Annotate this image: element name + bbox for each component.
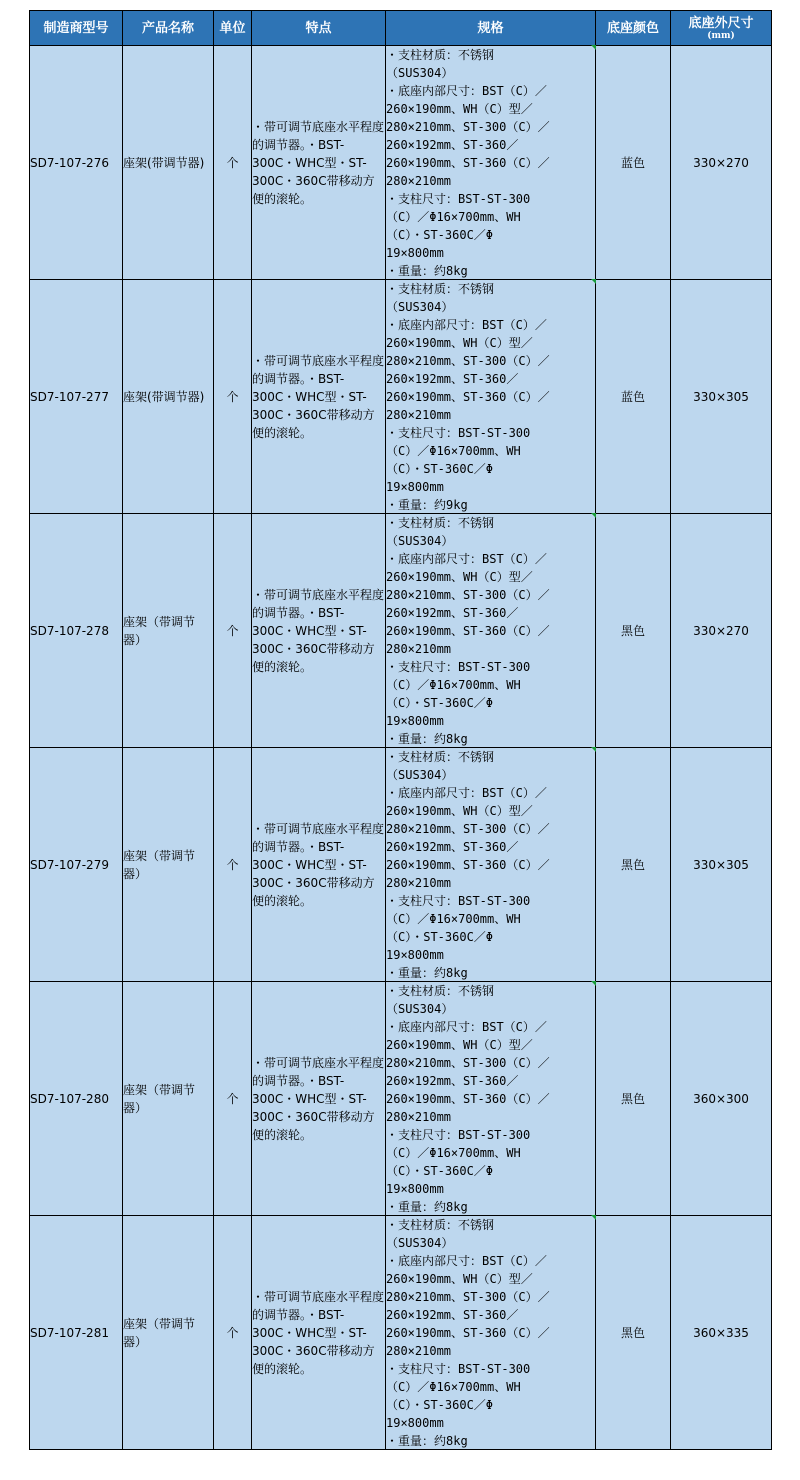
spec-line: 260×190mm、WH（C）型／ <box>386 1038 533 1052</box>
spec-line: ・支柱尺寸：BST-ST-300 <box>386 660 531 674</box>
table-row <box>30 982 772 1216</box>
features-cell: ・带可调节底座水平程度的调节器。・BST-300C・WHC型・ST-300C・360C带移动方便的滚轮。 <box>252 748 386 982</box>
spec-line: 260×190mm、WH（C）型／ <box>386 570 533 584</box>
table-row <box>30 46 772 280</box>
spec-lines <box>386 280 595 513</box>
header-spec: 规格 <box>386 11 596 46</box>
spec-line: （C）・ST-360C／Φ <box>386 462 494 476</box>
spec-line: 260×192mm、ST-360／ <box>386 138 519 152</box>
features-cell: ・带可调节底座水平程度的调节器。・BST-300C・WHC型・ST-300C・360C带移动方便的滚轮。 <box>252 280 386 514</box>
spec-line: ・重量：约8kg <box>386 1434 468 1448</box>
header-name: 产品名称 <box>123 11 214 46</box>
base-color-cell: 黑色 <box>596 514 671 748</box>
spec-line: （C）／Φ16×700mm、WH <box>386 210 521 224</box>
spec-lines <box>386 748 595 981</box>
spec-line: 260×190mm、WH（C）型／ <box>386 1272 533 1286</box>
spec-line: （SUS304） <box>386 66 454 80</box>
header-color: 底座颜色 <box>596 11 671 46</box>
model-cell: SD7-107-279 <box>30 748 123 982</box>
spec-line: 280×210mm、ST-300（C）／ <box>386 822 550 836</box>
spec-line: ・底座内部尺寸：BST（C）／ <box>386 318 547 332</box>
spec-line: 280×210mm、ST-300（C）／ <box>386 1290 550 1304</box>
base-size-cell: 330×270 <box>671 514 772 748</box>
spec-line: 260×192mm、ST-360／ <box>386 372 519 386</box>
spec-line: （C）／Φ16×700mm、WH <box>386 912 521 926</box>
spec-line: （C）／Φ16×700mm、WH <box>386 1146 521 1160</box>
spec-line: 280×210mm <box>386 1110 452 1124</box>
spec-line: ・支柱尺寸：BST-ST-300 <box>386 192 531 206</box>
spec-cell <box>386 46 596 280</box>
spec-line: 260×190mm、ST-360（C）／ <box>386 858 550 872</box>
spec-line: （C）・ST-360C／Φ <box>386 696 494 710</box>
header-unit: 单位 <box>214 11 252 46</box>
comment-marker-icon <box>591 981 596 986</box>
base-size-cell: 330×270 <box>671 46 772 280</box>
spec-line: （C）・ST-360C／Φ <box>386 228 494 242</box>
spec-line: 260×192mm、ST-360／ <box>386 1308 519 1322</box>
spec-line: ・底座内部尺寸：BST（C）／ <box>386 786 547 800</box>
table-header <box>30 11 772 46</box>
base-size-cell: 330×305 <box>671 748 772 982</box>
spec-line: ・支柱材质：不锈钢 <box>386 516 495 530</box>
header-model: 制造商型号 <box>30 11 123 46</box>
product-name-cell: 座架（带调节器） <box>123 748 214 982</box>
spec-cell <box>386 748 596 982</box>
unit-cell: 个 <box>214 514 252 748</box>
header-features: 特点 <box>252 11 386 46</box>
spec-line: 280×210mm、ST-300（C）／ <box>386 588 550 602</box>
spec-cell <box>386 982 596 1216</box>
base-color-cell: 黑色 <box>596 1216 671 1450</box>
spec-line: （C）／Φ16×700mm、WH <box>386 444 521 458</box>
features-cell: ・带可调节底座水平程度的调节器。・BST-300C・WHC型・ST-300C・360C带移动方便的滚轮。 <box>252 982 386 1216</box>
header-size-label: 底座外尺寸 <box>688 15 754 31</box>
model-cell: SD7-107-278 <box>30 514 123 748</box>
spec-line: （C）／Φ16×700mm、WH <box>386 1380 521 1394</box>
spec-line: 19×800mm <box>386 246 444 260</box>
spec-line: 280×210mm <box>386 408 452 422</box>
spec-line: 19×800mm <box>386 480 444 494</box>
spec-line: 280×210mm <box>386 1344 452 1358</box>
spec-line: 19×800mm <box>386 714 444 728</box>
header-size-unit: (mm) <box>707 30 735 41</box>
features-cell: ・带可调节底座水平程度的调节器。・BST-300C・WHC型・ST-300C・360C带移动方便的滚轮。 <box>252 1216 386 1450</box>
model-cell: SD7-107-277 <box>30 280 123 514</box>
spec-line: （SUS304） <box>386 768 454 782</box>
base-color-cell: 蓝色 <box>596 280 671 514</box>
spec-line: ・重量：约8kg <box>386 732 468 746</box>
spec-line: 260×190mm、ST-360（C）／ <box>386 1092 550 1106</box>
spec-line: ・支柱尺寸：BST-ST-300 <box>386 1362 531 1376</box>
spec-line: ・支柱尺寸：BST-ST-300 <box>386 426 531 440</box>
spec-line: 280×210mm <box>386 642 452 656</box>
features-cell: ・带可调节底座水平程度的调节器。・BST-300C・WHC型・ST-300C・360C带移动方便的滚轮。 <box>252 514 386 748</box>
unit-cell: 个 <box>214 280 252 514</box>
model-cell: SD7-107-276 <box>30 46 123 280</box>
spec-line: 280×210mm、ST-300（C）／ <box>386 354 550 368</box>
base-color-cell: 蓝色 <box>596 46 671 280</box>
comment-marker-icon <box>591 513 596 518</box>
spec-line: ・支柱材质：不锈钢 <box>386 1218 495 1232</box>
spec-lines <box>386 1216 595 1449</box>
header-row <box>30 11 772 46</box>
spec-line: 280×210mm、ST-300（C）／ <box>386 1056 550 1070</box>
base-color-cell: 黑色 <box>596 748 671 982</box>
product-spec-table <box>29 10 772 1450</box>
spec-line: 260×190mm、WH（C）型／ <box>386 804 533 818</box>
spec-line: 19×800mm <box>386 1182 444 1196</box>
spec-line: （SUS304） <box>386 1236 454 1250</box>
spec-line: ・底座内部尺寸：BST（C）／ <box>386 84 547 98</box>
model-cell: SD7-107-281 <box>30 1216 123 1450</box>
spec-line: （C）・ST-360C／Φ <box>386 930 494 944</box>
comment-marker-icon <box>591 45 596 50</box>
unit-cell: 个 <box>214 748 252 982</box>
spec-line: 19×800mm <box>386 1416 444 1430</box>
unit-cell: 个 <box>214 982 252 1216</box>
spec-line: ・底座内部尺寸：BST（C）／ <box>386 1020 547 1034</box>
spec-line: ・支柱材质：不锈钢 <box>386 282 495 296</box>
model-cell: SD7-107-280 <box>30 982 123 1216</box>
product-name-cell: 座架(带调节器) <box>123 46 214 280</box>
spec-line: 260×190mm、ST-360（C）／ <box>386 1326 550 1340</box>
spec-line: ・底座内部尺寸：BST（C）／ <box>386 552 547 566</box>
spec-line: ・重量：约9kg <box>386 498 468 512</box>
product-name-cell: 座架（带调节器） <box>123 982 214 1216</box>
table-row <box>30 280 772 514</box>
spec-line: ・重量：约8kg <box>386 966 468 980</box>
comment-marker-icon <box>591 747 596 752</box>
spec-line: 19×800mm <box>386 948 444 962</box>
spec-line: 260×190mm、WH（C）型／ <box>386 102 533 116</box>
header-size <box>671 11 772 46</box>
spec-lines <box>386 46 595 279</box>
spec-line: 260×192mm、ST-360／ <box>386 840 519 854</box>
base-size-cell: 360×300 <box>671 982 772 1216</box>
base-size-cell: 330×305 <box>671 280 772 514</box>
spec-line: （SUS304） <box>386 1002 454 1016</box>
spec-line: ・底座内部尺寸：BST（C）／ <box>386 1254 547 1268</box>
comment-marker-icon <box>591 279 596 284</box>
spec-lines <box>386 982 595 1215</box>
spec-line: （C）・ST-360C／Φ <box>386 1164 494 1178</box>
base-size-cell: 360×335 <box>671 1216 772 1450</box>
spec-line: ・支柱材质：不锈钢 <box>386 48 495 62</box>
spec-line: 260×192mm、ST-360／ <box>386 606 519 620</box>
table-body <box>30 46 772 1450</box>
spec-line: （C）・ST-360C／Φ <box>386 1398 494 1412</box>
spec-line: 280×210mm <box>386 174 452 188</box>
spec-line: ・重量：约8kg <box>386 1200 468 1214</box>
product-name-cell: 座架（带调节器） <box>123 1216 214 1450</box>
spec-line: ・支柱尺寸：BST-ST-300 <box>386 894 531 908</box>
comment-marker-icon <box>591 1215 596 1220</box>
spec-line: （SUS304） <box>386 534 454 548</box>
unit-cell: 个 <box>214 1216 252 1450</box>
spec-line: 260×190mm、WH（C）型／ <box>386 336 533 350</box>
spec-line: 260×190mm、ST-360（C）／ <box>386 156 550 170</box>
spec-line: ・支柱尺寸：BST-ST-300 <box>386 1128 531 1142</box>
spec-line: ・重量：约8kg <box>386 264 468 278</box>
base-color-cell: 黑色 <box>596 982 671 1216</box>
spec-line: 260×190mm、ST-360（C）／ <box>386 390 550 404</box>
unit-cell: 个 <box>214 46 252 280</box>
spec-line: 280×210mm、ST-300（C）／ <box>386 120 550 134</box>
table-row <box>30 1216 772 1450</box>
table-row <box>30 748 772 982</box>
product-name-cell: 座架(带调节器) <box>123 280 214 514</box>
spec-cell <box>386 1216 596 1450</box>
spec-line: ・支柱材质：不锈钢 <box>386 984 495 998</box>
product-name-cell: 座架（带调节器） <box>123 514 214 748</box>
spec-line: （SUS304） <box>386 300 454 314</box>
spec-lines <box>386 514 595 747</box>
table-row <box>30 514 772 748</box>
spec-line: 260×192mm、ST-360／ <box>386 1074 519 1088</box>
spec-cell <box>386 514 596 748</box>
spec-line: （C）／Φ16×700mm、WH <box>386 678 521 692</box>
spec-cell <box>386 280 596 514</box>
features-cell: ・带可调节底座水平程度的调节器。・BST-300C・WHC型・ST-300C・360C带移动方便的滚轮。 <box>252 46 386 280</box>
spec-line: 260×190mm、ST-360（C）／ <box>386 624 550 638</box>
spec-line: 280×210mm <box>386 876 452 890</box>
spec-line: ・支柱材质：不锈钢 <box>386 750 495 764</box>
